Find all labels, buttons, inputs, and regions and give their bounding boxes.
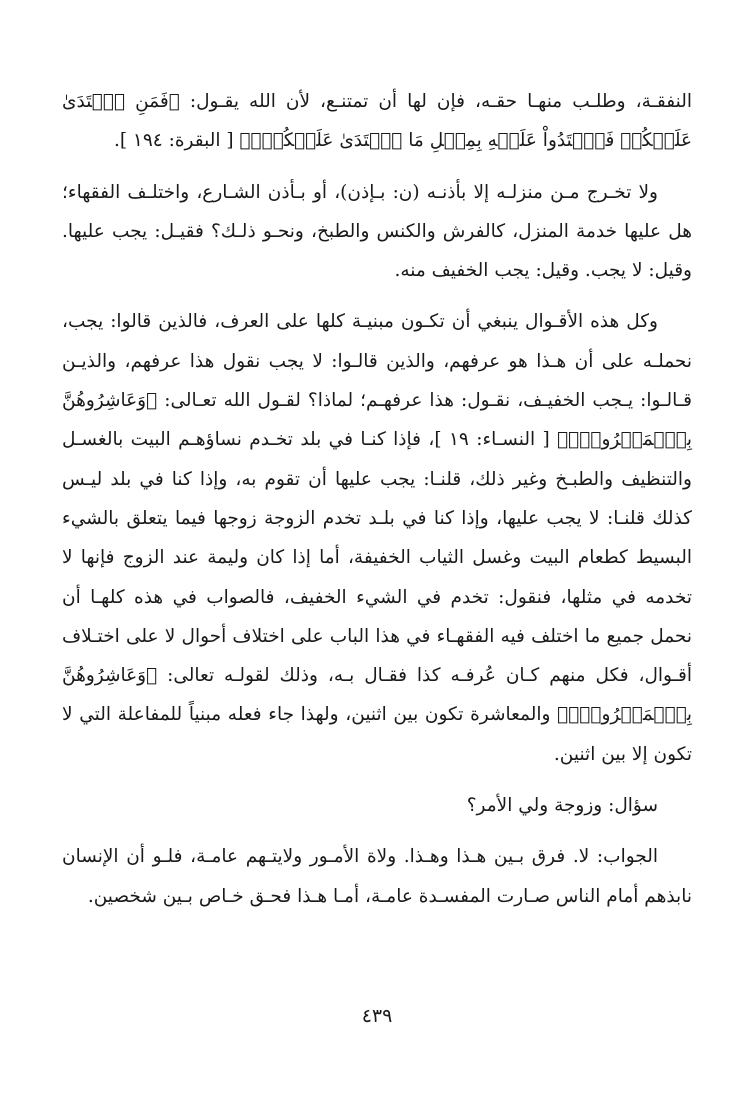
answer-paragraph: الجواب: لا. فرق بـين هـذا وهـذا. ولاة الأمـور ولايتـهم عامـة، فلـو أن الإنسان نابذهم أمام الناس صـارت المفسـدة عامـة، أمـا هـذا فحـق خـاص بـين شخصين. — [62, 846, 692, 907]
paragraph-continuation: النفقـة، وطلـب منهـا حقـه، فإن لها أن تمتنـع، لأن الله يقـول: ﴿فَمَنِ ٱعۡتَدَىٰ عَلَيۡكُمۡ فَٱعۡتَدُواْ عَلَيۡهِ بِمِثۡلِ مَا ٱعۡتَدَىٰ عَلَيۡكُمۡۚ﴾ [ البقرة: ١٩٤ ]. — [62, 91, 692, 152]
page-number: ٤٣٩ — [361, 1005, 393, 1027]
paragraph-leaving-home: ولا تخـرج مـن منزلـه إلا بأذنـه (ن: بـإذن)، أو بـأذن الشـارع، واختلـف الفقهاء؛ هل عليها خدمة المنزل، كالفرش والكنس والطبخ، ونحـو ذلـك؟ فقيـل: يجب عليها. وقيل: لا يجب. وقيل: يجب الخفيف منه. — [62, 181, 692, 282]
question-line: سؤال: وزوجة ولي الأمر؟ — [466, 795, 658, 817]
page-body — [62, 82, 692, 916]
paragraph-custom-opinions: وكل هذه الأقـوال ينبغي أن تكـون مبنيـة كلها على العرف، فالذين قالوا: يجب، نحملـه على أن هـذا هو عرفهم، والذين قالـوا: لا يجب نقول هذا عرفهم، والذيـن قـالـوا: يـجب الخفيـف، نقـول: هذا عرفهـم؛ لماذا؟ لقـول الله تعـالى: ﴿وَعَاشِرُوهُنَّ بِٱلۡمَعۡرُوفِۚ﴾ [ النسـاء: ١٩ ]، فإذا كنـا في بلد تخـدم نساؤهـم البيت بالغسـل والتنظيف والطبـخ وغير ذلك، قلنـا: يجب عليها أن تقوم به، وإذا كنا في بلد ليـس كذلك قلنـا: لا يجب عليها، وإذا كنا في بلـد تخدم الزوجة زوجها فيما يتعلق بالشيء البسيط كطعام البيت وغسل الثياب الخفيفة، أما إذا كان وليمة عند الزوج فإنها لا تخدمه في مثلها، فنقول: تخدم في الشيء الخفيف، فالصواب في هذه كلهـا أن نحمل جميع ما اختلف فيه الفقهـاء في هذا الباب على اختلاف أحوال لا على اختـلاف أقـوال، فكل منهم كـان عُرفـه كذا فقـال بـه، وذلك لقولـه تعالى: ﴿وَعَاشِرُوهُنَّ بِٱلۡمَعۡرُوفِۚ﴾ والمعاشرة تكون بين اثنين، ولهذا جاء فعله مبنياً للمفاعلة التي لا تكون إلا بين اثنين. — [62, 311, 692, 765]
